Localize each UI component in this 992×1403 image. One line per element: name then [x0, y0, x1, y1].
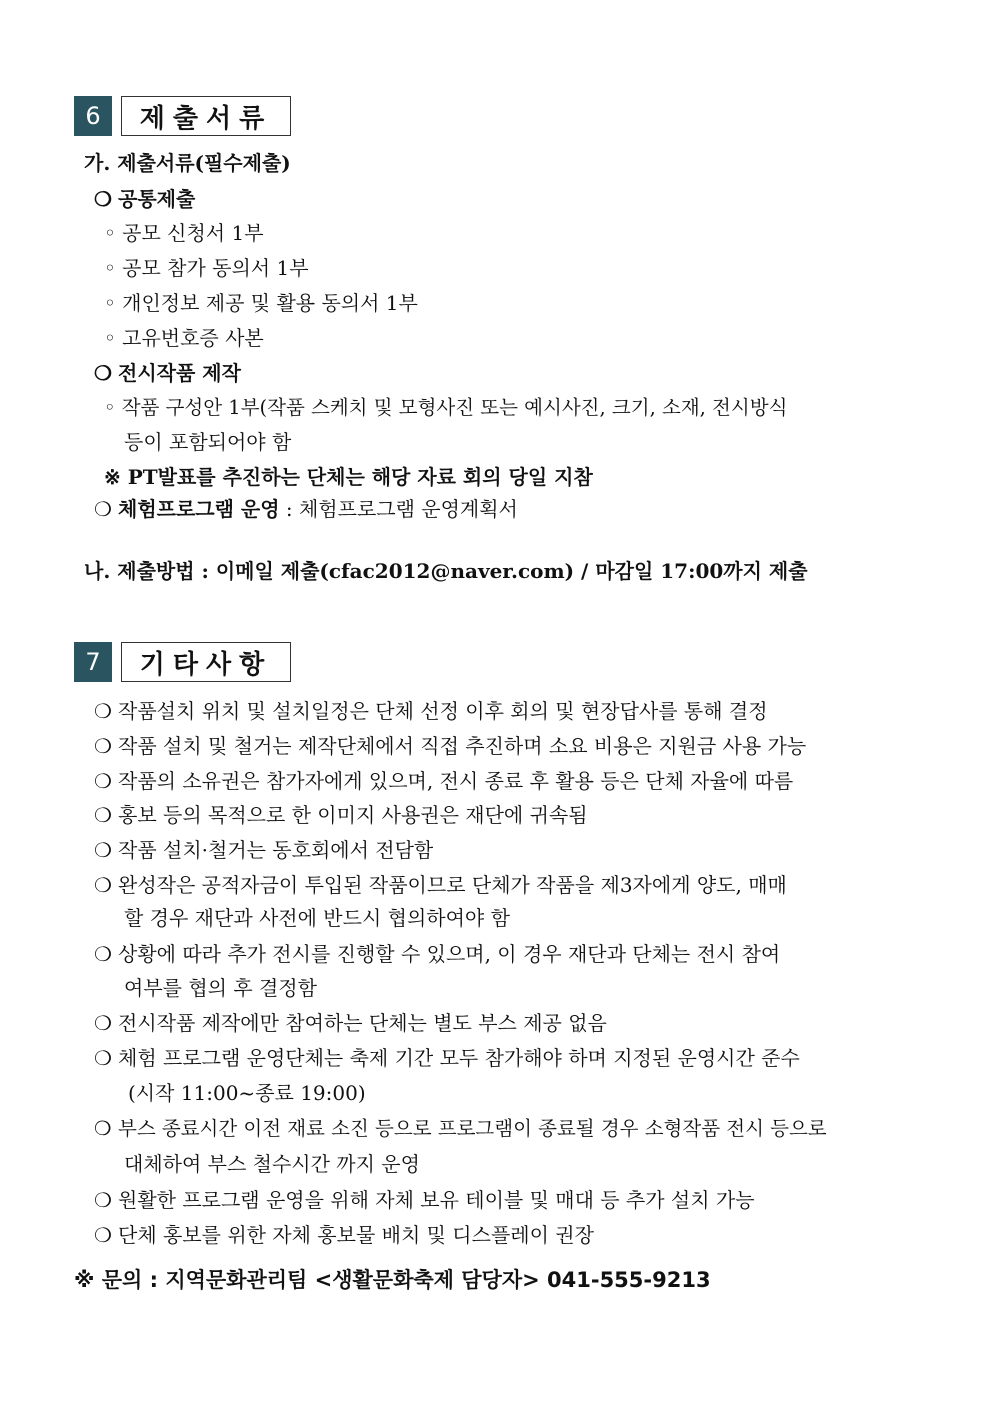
item-text: 작품 설치 및 철거는 제작단체에서 직접 추진하며 소요 비용은 지원금 사용 가능 [118, 734, 807, 758]
list-item: ◦ 개인정보 제공 및 활용 동의서 1부 [104, 291, 418, 315]
program-line [94, 495, 518, 523]
list-item-continuation: 여부를 협의 후 결정함 [124, 976, 317, 1000]
circle-bullet-icon: ❍ [94, 734, 112, 758]
section-number: 6 [74, 96, 112, 136]
submission-method: 나. 제출방법 : 이메일 제출(cfac2012@naver.com) / 마감일 17:00까지 제출 [84, 559, 808, 583]
circle-bullet-icon: ❍ [94, 1223, 112, 1247]
circle-bullet-icon: ❍ [94, 803, 112, 827]
list-item [94, 1115, 827, 1143]
section-title: 기타사항 [121, 642, 291, 682]
circle-bullet-icon: ❍ [94, 873, 112, 897]
contact-info: ※ 문의 : 지역문화관리팀 <생활문화축제 담당자> 041-555-9213 [74, 1268, 711, 1292]
section-7-header [74, 642, 291, 682]
circle-bullet-icon: ❍ [94, 1117, 112, 1140]
item-text: 작품 설치·철거는 동호회에서 전담함 [118, 838, 434, 862]
item-text: 홍보 등의 목적으로 한 이미지 사용권은 재단에 귀속됨 [118, 803, 588, 827]
item-text: 전시작품 제작에만 참여하는 단체는 별도 부스 제공 없음 [118, 1011, 607, 1035]
list-item [94, 801, 588, 829]
circle-bullet-icon: ❍ [94, 1011, 112, 1035]
list-item-continuation: (시작 11:00~종료 19:00) [128, 1081, 366, 1105]
label-text: 전시작품 제작 [118, 361, 241, 385]
list-item [94, 940, 780, 968]
exhibit-label [94, 359, 241, 387]
list-item-continuation: 등이 포함되어야 함 [124, 430, 292, 454]
list-item: ◦ 고유번호증 사본 [104, 326, 264, 350]
program-value: : 체험프로그램 운영계획서 [279, 497, 518, 521]
list-item [94, 871, 787, 899]
program-label: 체험프로그램 운영 [118, 497, 280, 521]
circle-bullet-icon: ❍ [94, 361, 112, 385]
circle-bullet-icon: ❍ [94, 769, 112, 793]
submission-docs-heading: 가. 제출서류(필수제출) [84, 151, 291, 175]
circle-bullet-icon: ❍ [94, 1046, 112, 1070]
list-item-continuation: 할 경우 재단과 사전에 반드시 협의하여야 함 [124, 906, 510, 930]
circle-bullet-icon: ❍ [94, 1188, 112, 1212]
label-text: 공통제출 [118, 187, 196, 211]
list-item: ◦ 작품 구성안 1부(작품 스케치 및 모형사진 또는 예시사진, 크기, 소재, 전시방식 [104, 396, 788, 419]
list-item [94, 836, 433, 864]
list-item [94, 1044, 800, 1072]
common-submission-label [94, 185, 195, 213]
circle-bullet-icon: ❍ [94, 942, 112, 966]
section-number: 7 [74, 642, 112, 682]
list-item-continuation: 대체하여 부스 철수시간 까지 운영 [124, 1152, 420, 1176]
item-text: 상황에 따라 추가 전시를 진행할 수 있으며, 이 경우 재단과 단체는 전시 참여 [118, 942, 781, 966]
circle-bullet-icon: ❍ [94, 699, 112, 723]
list-item: ◦ 공모 참가 동의서 1부 [104, 256, 309, 280]
list-item [94, 1186, 755, 1214]
item-text: 원활한 프로그램 운영을 위해 자체 보유 테이블 및 매대 등 추가 설치 가능 [118, 1188, 755, 1212]
list-item [94, 767, 793, 795]
item-text: 단체 홍보를 위한 자체 홍보물 배치 및 디스플레이 권장 [118, 1223, 594, 1247]
item-text: 작품의 소유권은 참가자에게 있으며, 전시 종료 후 활용 등은 단체 자율에 따름 [118, 769, 794, 793]
section-title: 제출서류 [121, 96, 291, 136]
list-item [94, 1009, 607, 1037]
circle-bullet-icon: ❍ [94, 187, 112, 211]
circle-bullet-icon: ❍ [94, 497, 112, 521]
list-item [94, 732, 806, 760]
list-item: ◦ 공모 신청서 1부 [104, 221, 264, 245]
list-item [94, 697, 768, 725]
item-text: 체험 프로그램 운영단체는 축제 기간 모두 참가해야 하며 지정된 운영시간 준수 [118, 1046, 800, 1070]
item-text: 작품설치 위치 및 설치일정은 단체 선정 이후 회의 및 현장답사를 통해 결정 [118, 699, 768, 723]
list-item [94, 1221, 594, 1249]
item-text: 완성작은 공적자금이 투입된 작품이므로 단체가 작품을 제3자에게 양도, 매매 [118, 873, 787, 897]
circle-bullet-icon: ❍ [94, 838, 112, 862]
pt-note: ※ PT발표를 추진하는 단체는 해당 자료 회의 당일 지참 [104, 465, 593, 489]
section-6-header [74, 96, 291, 136]
item-text: 부스 종료시간 이전 재료 소진 등으로 프로그램이 종료될 경우 소형작품 전시 등으로 [118, 1117, 827, 1140]
